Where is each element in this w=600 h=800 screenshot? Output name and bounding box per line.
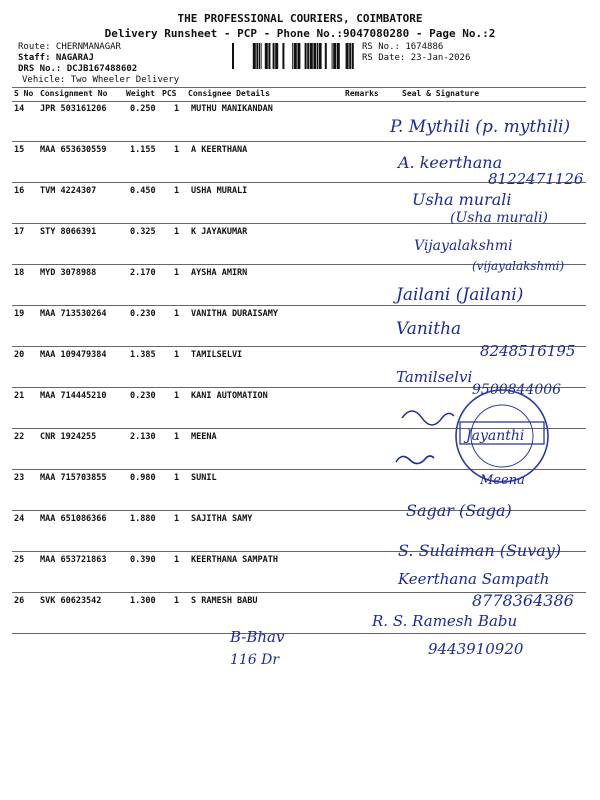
annotation-bottom-line-1: B-Bhav [230,628,285,646]
cell-pcs: 1 [174,596,180,606]
barcode-bar [317,43,318,69]
barcode-bar [261,43,262,69]
barcode-bar [319,43,322,69]
signature-row-15: A. keerthana [398,153,503,172]
barcode-bar [275,43,278,69]
cell-sno: 24 [14,514,25,524]
row-rule [12,510,586,511]
route-label: Route: CHERNMANAGAR [18,42,121,52]
cell-pcs: 1 [174,104,180,114]
cell-sno: 26 [14,596,25,606]
barcode-bar [337,43,340,69]
cell-pcs: 1 [174,432,180,442]
barcode-bar [292,43,293,69]
cell-consignment: STY 8066391 [40,227,97,237]
cell-pcs: 1 [174,309,180,319]
cell-consignment: MAA 715703855 [40,473,107,483]
cell-weight: 2.170 [130,268,156,278]
row-rule [12,387,586,388]
table-row [0,391,600,411]
row-rule [12,182,586,183]
cell-consignee: SUNIL [191,473,217,483]
barcode [232,43,356,69]
scribble-row-22 [396,456,434,464]
cell-sno: 15 [14,145,25,155]
row-rule [12,141,586,142]
cell-consignment: MYD 3078988 [40,268,97,278]
cell-consignee: KEERTHANA SAMPATH [191,555,278,565]
cell-pcs: 1 [174,473,180,483]
barcode-bar [297,43,300,69]
cell-consignment: MAA 653721863 [40,555,107,565]
barcode-bar [259,43,260,69]
table-header [0,87,600,101]
table-header-rule [12,101,586,102]
barcode-bar [325,43,327,69]
table-row [0,186,600,206]
cell-sno: 14 [14,104,25,114]
barcode-bar [332,43,333,69]
table-row [0,227,600,247]
signature-row-14: P. Mythili (p. mythili) [390,117,571,137]
cell-consignment: MAA 109479384 [40,350,107,360]
phone-row-26: 9443910920 [428,640,524,658]
row-rule [12,469,586,470]
barcode-bar [268,43,270,69]
cell-sno: 22 [14,432,25,442]
cell-consignee: AYSHA AMIRN [191,268,248,278]
cell-weight: 0.980 [130,473,156,483]
barcode-bar [294,43,297,69]
signature-row-16-print: (Usha murali) [450,210,549,226]
table-row [0,104,600,124]
barcode-bar [305,43,307,69]
table-row [0,432,600,452]
runsheet-title: Delivery Runsheet - PCP - Phone No.:9047080280 - Page No.:2 [104,27,496,40]
cell-sno: 16 [14,186,25,196]
barcode-bar [273,43,275,69]
signature-row-25: Keerthana Sampath [398,570,550,588]
cell-pcs: 1 [174,268,180,278]
signature-row-26: R. S. Ramesh Babu [372,612,518,630]
header-pcs: PCS [162,89,177,98]
signature-row-18: Jailani (Jailani) [396,285,524,305]
cell-weight: 0.390 [130,555,156,565]
cell-weight: 1.300 [130,596,156,606]
cell-consignee: VANITHA DURAISAMY [191,309,278,319]
phone-row-25: 8778364386 [472,591,574,610]
cell-pcs: 1 [174,350,180,360]
table-row [0,350,600,370]
header-sno: S No [14,89,34,98]
table-row [0,145,600,165]
header-seal: Seal & Signature [402,89,480,98]
phone-row-15: 8122471126 [488,170,584,188]
barcode-bar [352,43,354,69]
cell-sno: 19 [14,309,25,319]
barcode-bar [232,43,234,69]
barcode-bar [265,43,268,69]
cell-weight: 1.880 [130,514,156,524]
barcode-bar [349,43,351,69]
cell-weight: 0.230 [130,391,156,401]
row-rule [12,264,586,265]
cell-consignee: MUTHU MANIKANDAN [191,104,273,114]
barcode-bar [307,43,309,69]
cell-weight: 1.385 [130,350,156,360]
row-rule [12,551,586,552]
cell-sno: 18 [14,268,25,278]
staff-label: Staff: NAGARAJ [18,53,94,63]
cell-consignee: TAMILSELVI [191,350,243,360]
phone-row-20: 9500844006 [472,382,562,398]
cell-sno: 25 [14,555,25,565]
cell-consignment: CNR 1924255 [40,432,97,442]
table-row [0,309,600,329]
barcode-bar [253,43,256,69]
cell-consignee: USHA MURALI [191,186,248,196]
row-rule [12,633,586,634]
cell-sno: 23 [14,473,25,483]
annotation-bottom-line-2: 116 Dr [230,652,280,668]
signature-row-17: Vijayalakshmi [414,238,513,254]
header-remarks: Remarks [345,89,379,98]
cell-pcs: 1 [174,391,180,401]
drs-label: DRS No.: DCJB167488602 [18,64,138,74]
row-rule [12,428,586,429]
cell-consignee: S RAMESH BABU [191,596,258,606]
cell-weight: 2.130 [130,432,156,442]
cell-weight: 1.155 [130,145,156,155]
cell-consignment: SVK 60623542 [40,596,102,606]
signature-row-21: Jayanthi [466,428,525,444]
table-row [0,473,600,493]
cell-pcs: 1 [174,186,180,196]
cell-sno: 20 [14,350,25,360]
row-rule [12,346,586,347]
header-weight: Weight [126,89,155,98]
cell-consignment: MAA 714445210 [40,391,107,401]
cell-consignment: MAA 651086366 [40,514,107,524]
barcode-bar [256,43,258,69]
signature-row-16: Usha murali [412,190,512,209]
cell-pcs: 1 [174,514,180,524]
table-row [0,596,600,616]
barcode-bar [333,43,336,69]
signature-row-20: Tamilselvi [396,368,473,386]
cell-weight: 0.325 [130,227,156,237]
cell-pcs: 1 [174,145,180,155]
cell-pcs: 1 [174,555,180,565]
cell-consignee: MEENA [191,432,217,442]
row-rule [12,223,586,224]
signature-row-23: Sagar (Saga) [406,501,512,520]
signature-row-19: Vanitha [396,319,462,339]
cell-consignment: JPR 503161206 [40,104,107,114]
cell-consignee: SAJITHA SAMY [191,514,253,524]
cell-consignment: MAA 713530264 [40,309,107,319]
cell-pcs: 1 [174,227,180,237]
barcode-bar [310,43,313,69]
signature-row-17-print: (vijayalakshmi) [472,259,565,273]
table-row [0,555,600,575]
cell-sno: 17 [14,227,25,237]
table-row [0,514,600,534]
company-title: THE PROFESSIONAL COURIERS, COIMBATORE [177,12,423,25]
cell-sno: 21 [14,391,25,401]
row-rule [12,305,586,306]
table-row [0,268,600,288]
cell-consignee: KANI AUTOMATION [191,391,268,401]
cell-weight: 0.230 [130,309,156,319]
signature-row-22: Meena [480,473,525,488]
header-consignment: Consignment No [40,89,108,98]
rs-date: RS Date: 23-Jan-2026 [362,53,471,63]
cell-consignee: A KEERTHANA [191,145,248,155]
cell-consignment: TVM 4224307 [40,186,97,196]
barcode-bar [282,43,284,69]
vehicle-label: Vehicle: Two Wheeler Delivery [22,75,180,85]
barcode-bar [313,43,316,69]
cell-weight: 0.250 [130,104,156,114]
barcode-bar [346,43,349,69]
header-consignee: Consignee Details [188,89,270,98]
cell-weight: 0.450 [130,186,156,196]
rs-number: RS No.: 1674886 [362,42,444,52]
row-rule [12,592,586,593]
phone-row-19: 8248516195 [480,342,576,360]
cell-consignment: MAA 653630559 [40,145,107,155]
cell-consignee: K JAYAKUMAR [191,227,248,237]
signature-row-24: S. Sulaiman (Suvay) [398,541,562,560]
